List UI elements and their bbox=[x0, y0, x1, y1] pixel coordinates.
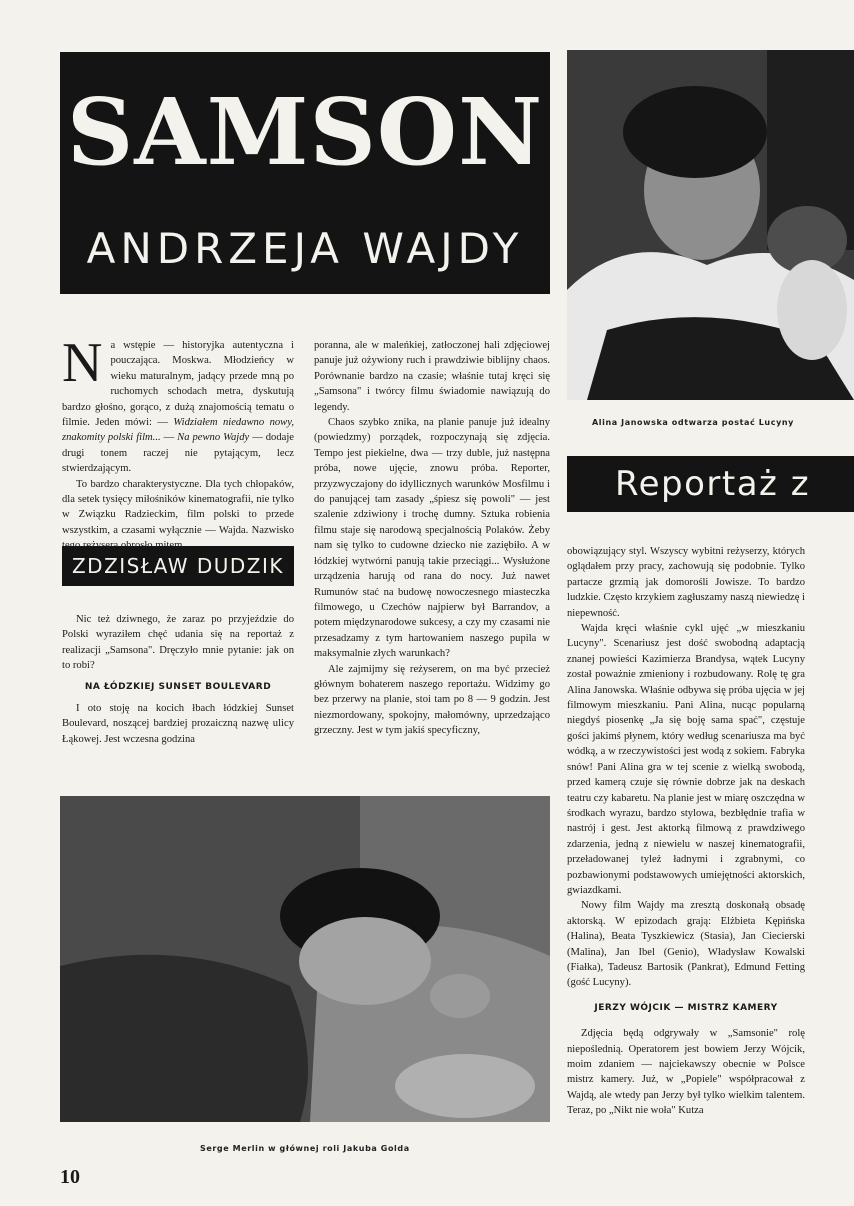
caption-top-photo: Alina Janowska odtwarza postać Lucyny bbox=[592, 418, 794, 427]
column-1-paragraph-4: I oto stoję na kocich łbach łódzkiej Sunset Boulevard, noszącej bardziej prozaiczną nazwę ulicy Łąkowej. Jest wczesna godzina bbox=[62, 703, 294, 745]
column-2-paragraph-2: Chaos szybko znika, na planie panuje już idealny (powiedzmy) porządek, rozpoczynają się zdjęcia. Tempo jest piekielne, dwa — trzy duble, już następna próba, nowe ujęcie, znowu próba. Reporter, przyzwyczajony do idyllicznych warunków Mosfilmu i do panującej tam zasady „śpiesz się powoli" — jest szalenie zdziwiony i trochę dumny. Sztuka robienia filmu staje się narodową specjalnością Polaków. Żeby nam się tylko to cudowne dziecko nie zaziębiło. A w łódzkiej wytwórni panują takie przeciągi... Wysłużone urządzenia harują od rana do nocy. Już nawet Rumunów stać na budowę nowoczesnego miasteczka filmowego, u Czechów najpierw był Barrandov, a potem międzynarodowe sukcesy, a czy my czasami nie przesadzamy z tym hartowaniem naszego pupila w maksymalnie złych warunkach? bbox=[314, 417, 550, 660]
subhead-jerzy-wojcik: JERZY WÓJCIK — MISTRZ KAMERY bbox=[594, 1002, 778, 1013]
page-number: 10 bbox=[60, 1166, 80, 1188]
column-1-paragraph-2: To bardzo charakterystyczne. Dla tych chłopaków, dla setek tysięcy miłośników kinematografii, nie tylko w Związku Radzieckim, film polski to przede wszystkim, a czasami wyłącznie — Wajda. Nazwisko bbox=[62, 478, 294, 536]
column-2 bbox=[314, 338, 550, 739]
subhead-sunset-boulevard: NA ŁÓDZKIEJ SUNSET BOULEVARD bbox=[84, 681, 272, 692]
column-3-paragraph-4: Zdjęcia będą odgrywały w „Samsonie" rolę niepoślednią. Operatorem jest bowiem Jerzy Wójcik, moim zdaniem — najciekawszy obecnie w Polsce mistrz kamery. Już, w „Popiele" współpracował z Wajdą, ale wtedy pan Jerzy był tylko wielkim talentem. Teraz, po „Nikt nie woła" Kutza bbox=[567, 1028, 805, 1117]
column-3-paragraph-3: Nowy film Wajdy ma zresztą doskonałą obsadę aktorską. W epizodach grają: Elżbieta Kępińska (Halina), Beata Tyszkiewicz (Stasia), Jan Ciecierski (Malina), Jan Ibel (Genio), Władysław Kowalski (Fiałka), Tadeusz Bartosik (Pankrat), Edmund Fetting (gość Lucyny). bbox=[567, 900, 805, 989]
column-3 bbox=[567, 544, 805, 1119]
column-1-paragraph-3: Nic też dziwnego, że zaraz po przyjeździe do Polski wyraziłem chęć udania się na reportaż z realizacji „Samsona". Dręczyło mnie pytanie: jak on to robi? bbox=[62, 614, 294, 672]
dropcap: N bbox=[62, 332, 103, 394]
column-3-paragraph-2: Wajda kręci właśnie cykl ujęć „w mieszkaniu Lucyny". Scenariusz jest dość swobodną adaptacją znanej powieści Kazimierza Brandysa, wątek Lucyny został poważnie zmieniony i rozbudowany. Rolę tę gra Alina Janowska. Właśnie odbywa się próba ujęcia w jej filmowym mieszkaniu. Pani Alina, nucąc popularną niegdyś piosenkę „Ja się boję sama spać", częstuje gości jakimś płynem, który według scenariusza ma być wódką, a w rzeczywistości jest wodą z sokiem. Fabryka snów! Pani Alina gra w tej scenie z wielką swobodą, przed kamerą czuje się równie dobrze jak na deskach teatru czy kabaretu. Na planie jest w miarę oszczędna w środkach wyrazu, bardzo stylowa, bezbłędnie trafia w nastrój i gest. Jest aktorką filmową z prawdziwego zdarzenia, jedną z niewielu w naszej kinematografii, przeładowanej tyleż ładnymi i zgrabnymi, co pozbawionymi podstawowych umiejętności aktorskich, gwiazdkami. bbox=[567, 623, 805, 896]
title-block bbox=[60, 52, 550, 294]
column-1-top bbox=[62, 332, 294, 553]
photo-alina-janowska bbox=[567, 50, 854, 400]
article-subtitle: ANDRZEJA WAJDY bbox=[86, 224, 524, 273]
article-title: SAMSON bbox=[66, 78, 544, 186]
column-1-bottom bbox=[62, 612, 294, 747]
column-2-paragraph-3: Ale zajmijmy się reżyserem, on ma być przecież głównym bohaterem naszego reportażu. Widzimy go bez przerwy na planie, stoi tam po 8 — 9 godzin. Jest niezmordowany, spokojny, małomówny, uprzedzająco grzeczny. Jest w tym jakiś specyficzny, bbox=[314, 663, 550, 737]
caption-bottom-photo: Serge Merlin w głównej roli Jakuba Golda bbox=[200, 1144, 410, 1153]
column-3-paragraph-1: obowiązujący styl. Wszyscy wybitni reżyserzy, których oglądałem przy pracy, zachowują się podobnie. Tylko partacze grzmią jak domorośli Jowisze. To bardzo ludzkie. Często krzykiem zagłuszamy naszą niewiedzę i niepewność. bbox=[567, 546, 805, 619]
photo-serge-merlin bbox=[60, 796, 550, 1122]
column-1-paragraph-1: a wstępie — historyjka autentyczna i pouczająca. Moskwa. Młodzieńcy w wieku maturalnym, jadący przede mną po ruchomych schodach metra, dyskutują bardzo głośno, gorąco, z dużą znajomością tematu o filmie. Jeden mówi: — Widziałem niedawno nowy, znakomity polski film... — Na pewno Wajdy — dodaje drugi tonem raczej nie pytającym, lecz stwierdzającym. bbox=[62, 340, 294, 475]
column-2-paragraph-1: poranna, ale w maleńkiej, zatłoczonej hali zdjęciowej panuje już ożywiony ruch i prawdziwie biblijny chaos. Porównanie bardzo na czasie; właśnie tutaj kręci się „Samsona" i twórcy filmu świadomie nawiązują do legendy. bbox=[314, 340, 550, 413]
author-name: ZDZISŁAW DUDZIK bbox=[62, 546, 294, 586]
report-banner: Reportaż z bbox=[567, 456, 854, 512]
